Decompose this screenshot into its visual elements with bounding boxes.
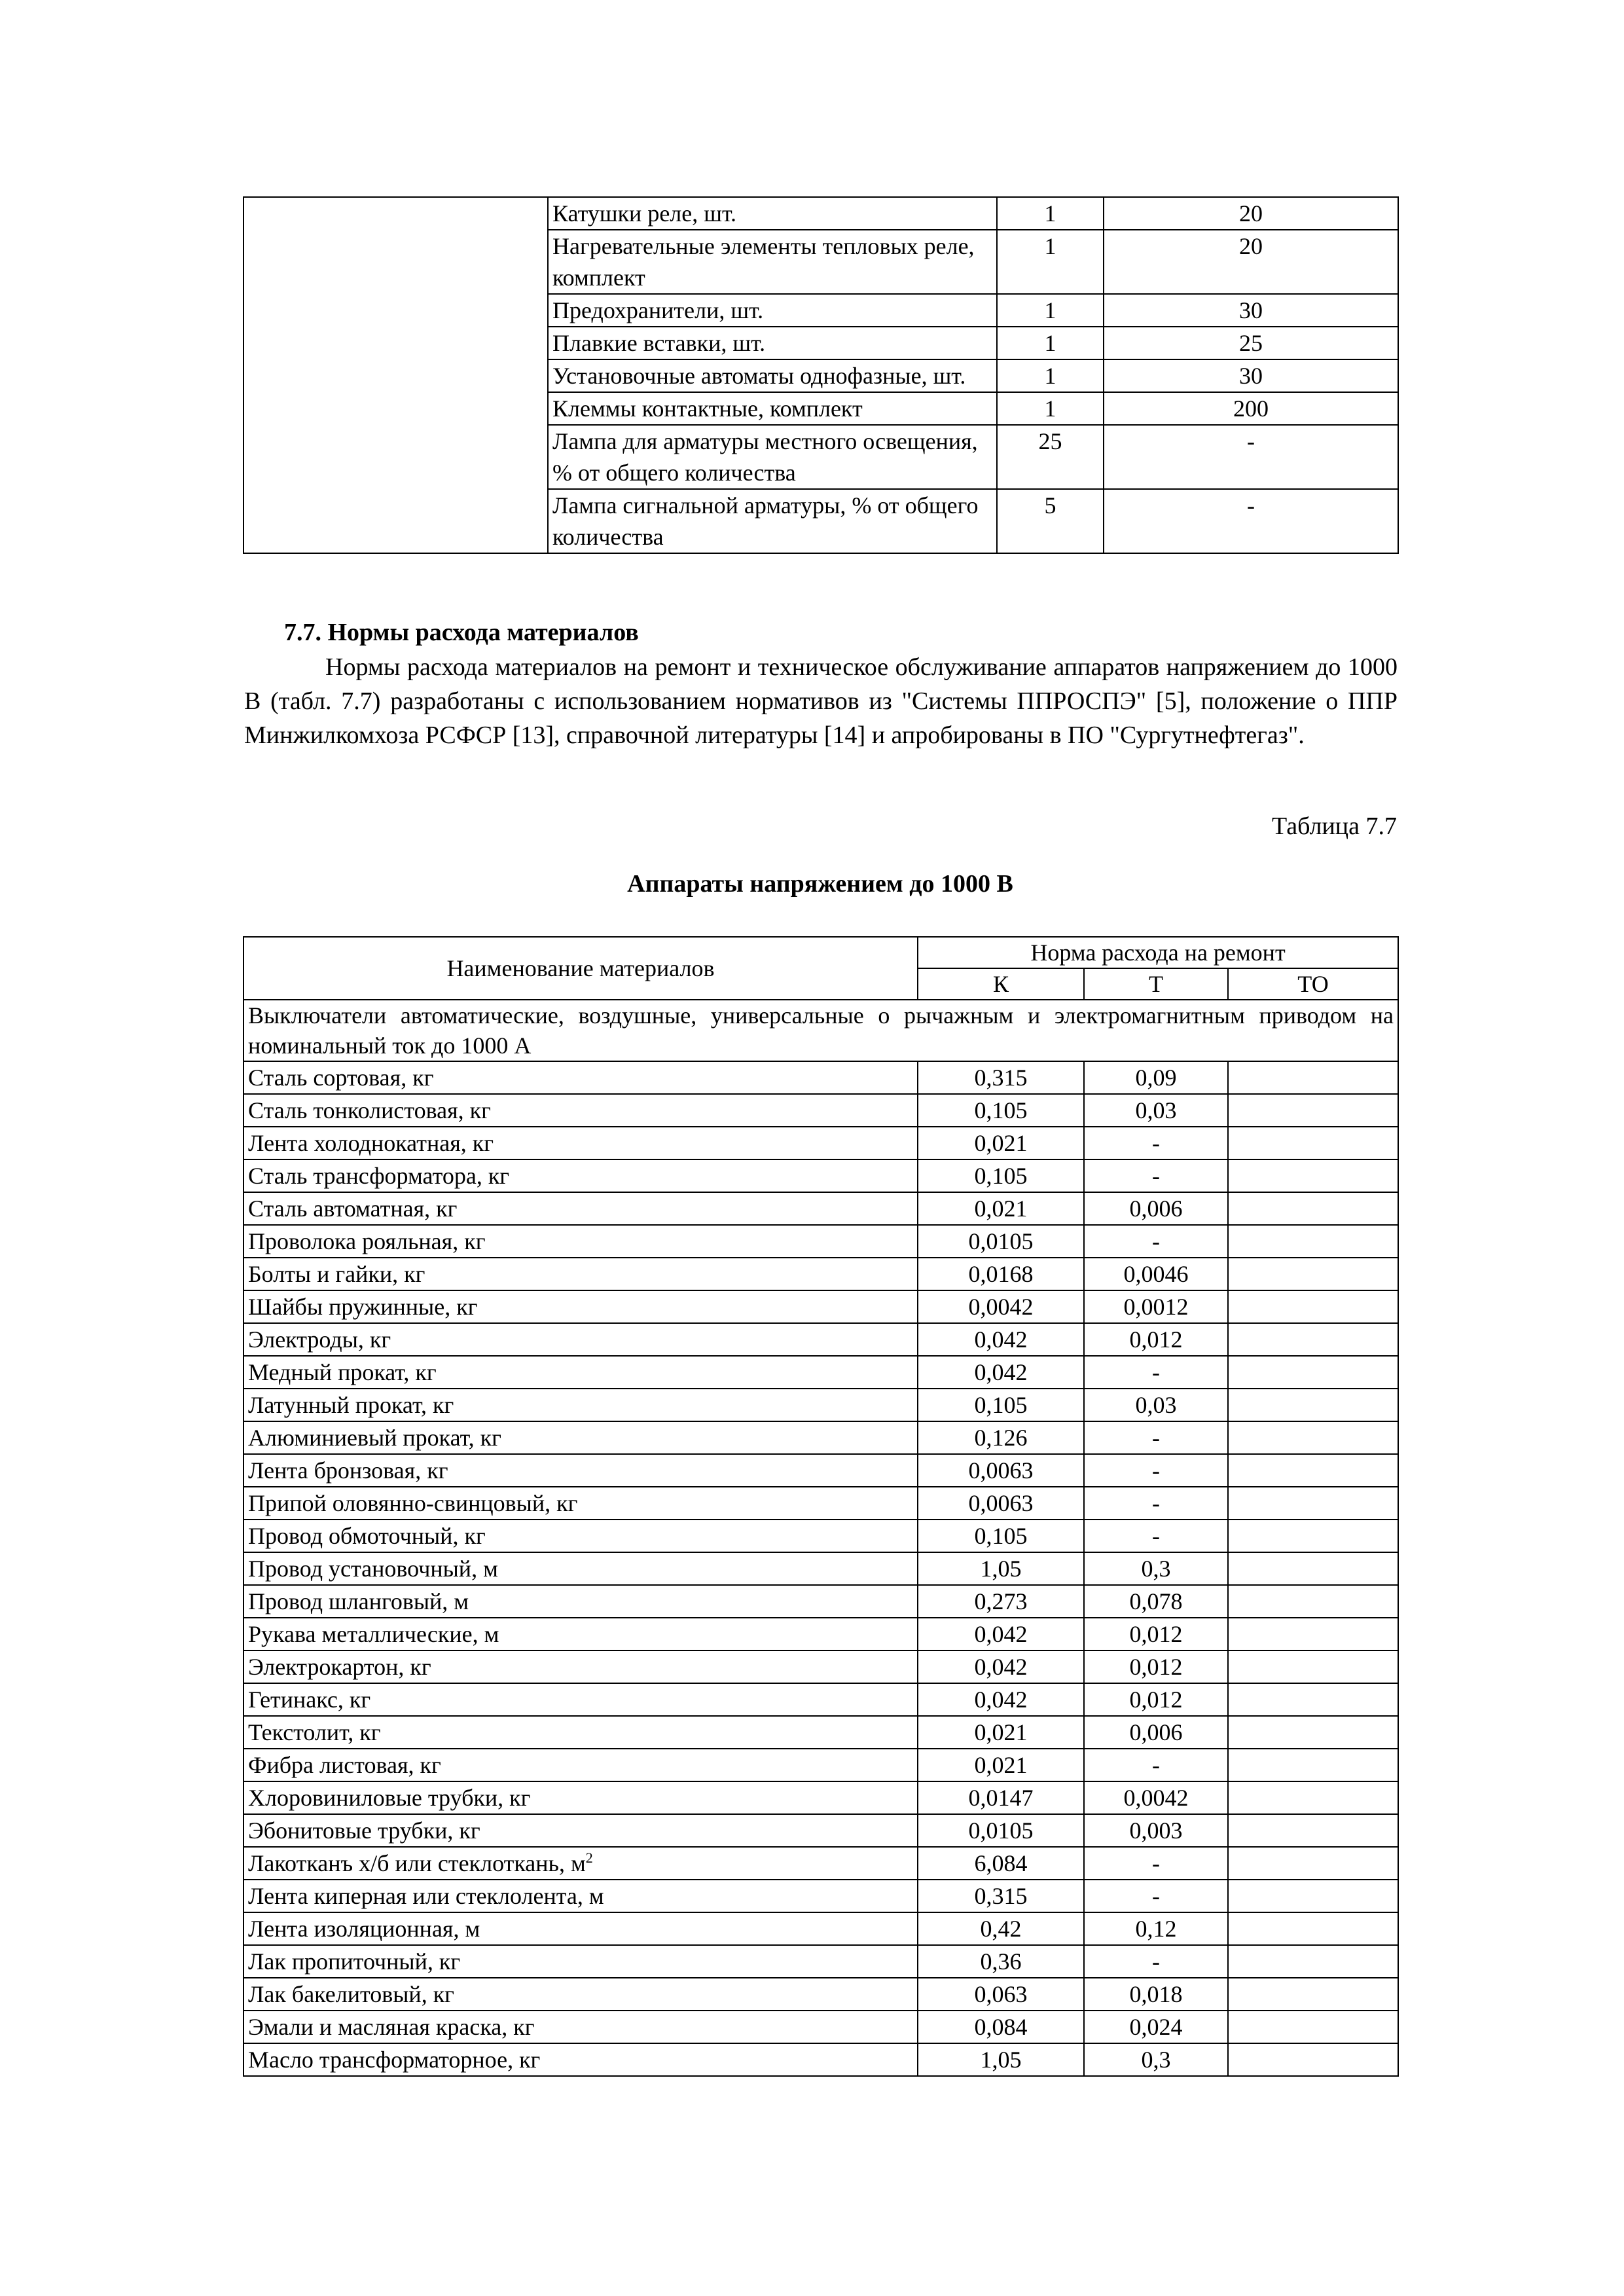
norm-to [1228,1650,1398,1683]
norm-to [1228,1323,1398,1356]
header-col-k: К [918,968,1084,1000]
norm-t: 0,12 [1084,1912,1228,1945]
norm-to [1228,1585,1398,1618]
norm-to [1228,1225,1398,1258]
norm-k: 0,105 [918,1094,1084,1127]
material-name-text: Лак бакелитовый, кг [248,1981,454,2007]
material-row [244,1389,1398,1421]
norm-k: 0,021 [918,1749,1084,1781]
material-name-text: Рукава металлические, м [248,1621,499,1647]
norm-k: 0,0168 [918,1258,1084,1290]
material-name-text: Фибра листовая, кг [248,1752,441,1778]
material-name [244,1225,918,1258]
norm-t: 0,018 [1084,1978,1228,2011]
material-name-text: Лакотканъ х/б или стеклоткань, м [248,1850,586,1876]
material-name-text: Эмали и масляная краска, кг [248,2014,535,2040]
norm-to [1228,1683,1398,1716]
material-row [244,1159,1398,1192]
materials-norms-table [243,936,1399,2077]
material-name-text: Лента изоляционная, м [248,1916,480,1942]
material-name [244,1814,918,1847]
norm-to [1228,1749,1398,1781]
material-row [244,1192,1398,1225]
norm-to [1228,1258,1398,1290]
item-value-b: 30 [1104,294,1398,327]
material-row [244,2043,1398,2076]
material-name [244,1912,918,1945]
continuation-empty-cell [244,197,548,553]
material-name [244,1683,918,1716]
norm-k: 0,042 [918,1683,1084,1716]
material-name-text: Электроды, кг [248,1326,391,1353]
material-name [244,1618,918,1650]
material-row [244,1781,1398,1814]
norm-k: 0,063 [918,1978,1084,2011]
material-name-text: Латунный прокат, кг [248,1392,454,1418]
material-name [244,1454,918,1487]
norm-t: - [1084,1225,1228,1258]
material-name-text: Провод установочный, м [248,1556,498,1582]
material-name-text: Сталь автоматная, кг [248,1195,458,1222]
norm-to [1228,1094,1398,1127]
material-name [244,1421,918,1454]
norm-to [1228,1781,1398,1814]
norm-t: 0,012 [1084,1323,1228,1356]
norm-k: 0,042 [918,1618,1084,1650]
material-name [244,1781,918,1814]
item-value-b: - [1104,489,1398,553]
material-row [244,1421,1398,1454]
material-row [244,1225,1398,1258]
material-row [244,1749,1398,1781]
norm-t: - [1084,1880,1228,1912]
norm-t: 0,006 [1084,1716,1228,1749]
norm-t: - [1084,1520,1228,1552]
norm-to [1228,1061,1398,1094]
material-row [244,1880,1398,1912]
material-name [244,1716,918,1749]
material-name [244,1847,918,1880]
continuation-table [243,196,1399,554]
material-row [244,1650,1398,1683]
item-name: Лампа сигнальной арматуры, % от общего количества [548,489,997,553]
material-name-text: Болты и гайки, кг [248,1261,425,1287]
item-name: Лампа для арматуры местного освещения, % от общего количества [548,425,997,489]
material-name [244,1585,918,1618]
section-paragraph: Нормы расхода материалов на ремонт и техническое обслуживание аппаратов напряжением до 1000 В (табл. 7.7) разработаны с использованием нормативов из "Системы ППРОСПЭ" [5], положение о ППР Минжилкомхоза РСФСР [13], справочной литературы [14] и апробированы в ПО "Сургутнефтегаз". [244,653,1398,749]
material-row [244,1487,1398,1520]
material-row [244,1814,1398,1847]
norm-k: 0,0105 [918,1225,1084,1258]
item-value-b: 200 [1104,392,1398,425]
item-name: Катушки реле, шт. [548,197,997,230]
item-value-a: 1 [997,230,1104,294]
norm-t: - [1084,1749,1228,1781]
norm-k: 0,084 [918,2011,1084,2043]
norm-to [1228,1912,1398,1945]
norm-t: 0,012 [1084,1650,1228,1683]
material-name-text: Масло трансформаторное, кг [248,2047,541,2073]
norm-to [1228,1978,1398,2011]
norm-k: 0,105 [918,1520,1084,1552]
item-name: Нагревательные элементы тепловых реле, комплект [548,230,997,294]
norm-t: - [1084,1421,1228,1454]
norm-to [1228,1945,1398,1978]
norm-to [1228,1192,1398,1225]
material-name [244,1552,918,1585]
material-name-text: Сталь трансформатора, кг [248,1163,510,1189]
material-name-text: Лента холоднокатная, кг [248,1130,494,1156]
norm-t: 0,003 [1084,1814,1228,1847]
norm-t: 0,078 [1084,1585,1228,1618]
norm-t: 0,012 [1084,1683,1228,1716]
norm-to [1228,1454,1398,1487]
material-row [244,2011,1398,2043]
norm-k: 0,273 [918,1585,1084,1618]
item-value-b: 25 [1104,327,1398,359]
norm-k: 0,315 [918,1061,1084,1094]
norm-k: 1,05 [918,1552,1084,1585]
material-name [244,1094,918,1127]
item-value-b: 20 [1104,230,1398,294]
item-name: Клеммы контактные, комплект [548,392,997,425]
norm-t: - [1084,1159,1228,1192]
norm-k: 0,021 [918,1192,1084,1225]
material-name-text: Алюминиевый прокат, кг [248,1425,501,1451]
norm-k: 1,05 [918,2043,1084,2076]
norm-k: 0,042 [918,1356,1084,1389]
norm-k: 0,105 [918,1389,1084,1421]
norm-t: - [1084,1127,1228,1159]
material-name [244,1127,918,1159]
material-name-text: Электрокартон, кг [248,1654,431,1680]
norm-to [1228,1389,1398,1421]
material-name [244,1880,918,1912]
norm-to [1228,1356,1398,1389]
material-name [244,1258,918,1290]
material-name-text: Сталь сортовая, кг [248,1065,434,1091]
header-col-to: ТО [1228,968,1398,1000]
material-name [244,1159,918,1192]
header-col-t: Т [1084,968,1228,1000]
norm-t: 0,3 [1084,1552,1228,1585]
material-row [244,1061,1398,1094]
item-name: Плавкие вставки, шт. [548,327,997,359]
material-name-text: Лента бронзовая, кг [248,1457,448,1484]
material-name [244,1650,918,1683]
norm-t: 0,09 [1084,1061,1228,1094]
norm-to [1228,1487,1398,1520]
norm-to [1228,1552,1398,1585]
material-name [244,2011,918,2043]
material-name [244,1192,918,1225]
material-name-text: Эбонитовые трубки, кг [248,1817,480,1844]
norm-to [1228,1880,1398,1912]
norm-k: 0,36 [918,1945,1084,1978]
material-row [244,1094,1398,1127]
norm-to [1228,2043,1398,2076]
norm-t: - [1084,1487,1228,1520]
norm-to [1228,1716,1398,1749]
norm-to [1228,1127,1398,1159]
material-name-text: Текстолит, кг [248,1719,381,1745]
item-name: Установочные автоматы однофазные, шт. [548,359,997,392]
material-row [244,1127,1398,1159]
material-name [244,1487,918,1520]
material-name [244,1978,918,2011]
item-value-a: 5 [997,489,1104,553]
header-materials-name: Наименование материалов [244,937,918,1000]
item-value-a: 1 [997,197,1104,230]
norm-k: 0,105 [918,1159,1084,1192]
material-name [244,1520,918,1552]
norm-k: 0,021 [918,1127,1084,1159]
norm-t: - [1084,1945,1228,1978]
norm-to [1228,1290,1398,1323]
unit-superscript: 2 [585,1850,593,1866]
material-row [244,1520,1398,1552]
material-row [244,1258,1398,1290]
material-row [244,1978,1398,2011]
material-name [244,1945,918,1978]
norm-k: 0,042 [918,1323,1084,1356]
material-row [244,1847,1398,1880]
table-number-label: Таблица 7.7 [1271,812,1397,840]
material-name-text: Провод шланговый, м [248,1588,469,1614]
material-row [244,1290,1398,1323]
material-row [244,1716,1398,1749]
material-row [244,1683,1398,1716]
item-value-a: 25 [997,425,1104,489]
norm-t: 0,3 [1084,2043,1228,2076]
material-row [244,1585,1398,1618]
material-name [244,1061,918,1094]
norm-k: 0,0147 [918,1781,1084,1814]
norm-t: 0,0046 [1084,1258,1228,1290]
material-name [244,1290,918,1323]
norm-k: 0,315 [918,1880,1084,1912]
norm-t: 0,03 [1084,1389,1228,1421]
norm-k: 0,126 [918,1421,1084,1454]
item-value-a: 1 [997,359,1104,392]
norm-k: 0,042 [918,1650,1084,1683]
norm-t: 0,024 [1084,2011,1228,2043]
norm-to [1228,1618,1398,1650]
norm-k: 0,0042 [918,1290,1084,1323]
item-value-b: - [1104,425,1398,489]
norm-t: 0,0012 [1084,1290,1228,1323]
material-name [244,1749,918,1781]
norm-k: 0,021 [918,1716,1084,1749]
material-name-text: Лак пропиточный, кг [248,1948,461,1975]
material-name-text: Лента киперная или стеклолента, м [248,1883,604,1909]
norm-to [1228,1421,1398,1454]
material-name-text: Провод обмоточный, кг [248,1523,486,1549]
material-name-text: Припой оловянно-свинцовый, кг [248,1490,578,1516]
material-row [244,1945,1398,1978]
norm-t: 0,03 [1084,1094,1228,1127]
material-row [244,1912,1398,1945]
material-name [244,1356,918,1389]
material-row [244,1356,1398,1389]
material-row [244,1618,1398,1650]
material-name-text: Проволока рояльная, кг [248,1228,486,1254]
material-name [244,2043,918,2076]
item-value-b: 20 [1104,197,1398,230]
material-name-text: Шайбы пружинные, кг [248,1294,478,1320]
norm-k: 0,0063 [918,1487,1084,1520]
material-name-text: Гетинакс, кг [248,1686,371,1713]
norm-t: - [1084,1356,1228,1389]
item-value-a: 1 [997,294,1104,327]
material-name-text: Сталь тонколистовая, кг [248,1097,491,1123]
item-name: Предохранители, шт. [548,294,997,327]
norm-to [1228,1159,1398,1192]
item-value-a: 1 [997,392,1104,425]
norm-k: 0,0105 [918,1814,1084,1847]
norm-k: 0,0063 [918,1454,1084,1487]
norm-k: 6,084 [918,1847,1084,1880]
section-heading: 7.7. Нормы расхода материалов [284,619,639,646]
material-row [244,1552,1398,1585]
norm-t: 0,012 [1084,1618,1228,1650]
norm-t: - [1084,1454,1228,1487]
material-name [244,1323,918,1356]
norm-t: 0,006 [1084,1192,1228,1225]
norm-to [1228,2011,1398,2043]
norm-to [1228,1520,1398,1552]
equipment-group-row: Выключатели автоматические, воздушные, универсальные о рычажным и электромагнитным приводом на номинальный ток до 1000 А [244,1000,1398,1061]
norm-t: - [1084,1847,1228,1880]
material-name [244,1389,918,1421]
norm-t: 0,0042 [1084,1781,1228,1814]
material-name-text: Медный прокат, кг [248,1359,437,1385]
header-norm-group: Норма расхода на ремонт [918,937,1398,968]
material-row [244,1323,1398,1356]
item-value-a: 1 [997,327,1104,359]
material-name-text: Хлоровиниловые трубки, кг [248,1785,531,1811]
continuation-table-row [244,197,1398,230]
norm-to [1228,1847,1398,1880]
material-row [244,1454,1398,1487]
norm-k: 0,42 [918,1912,1084,1945]
norm-to [1228,1814,1398,1847]
table-title: Аппараты напряжением до 1000 В [627,870,1013,898]
item-value-b: 30 [1104,359,1398,392]
